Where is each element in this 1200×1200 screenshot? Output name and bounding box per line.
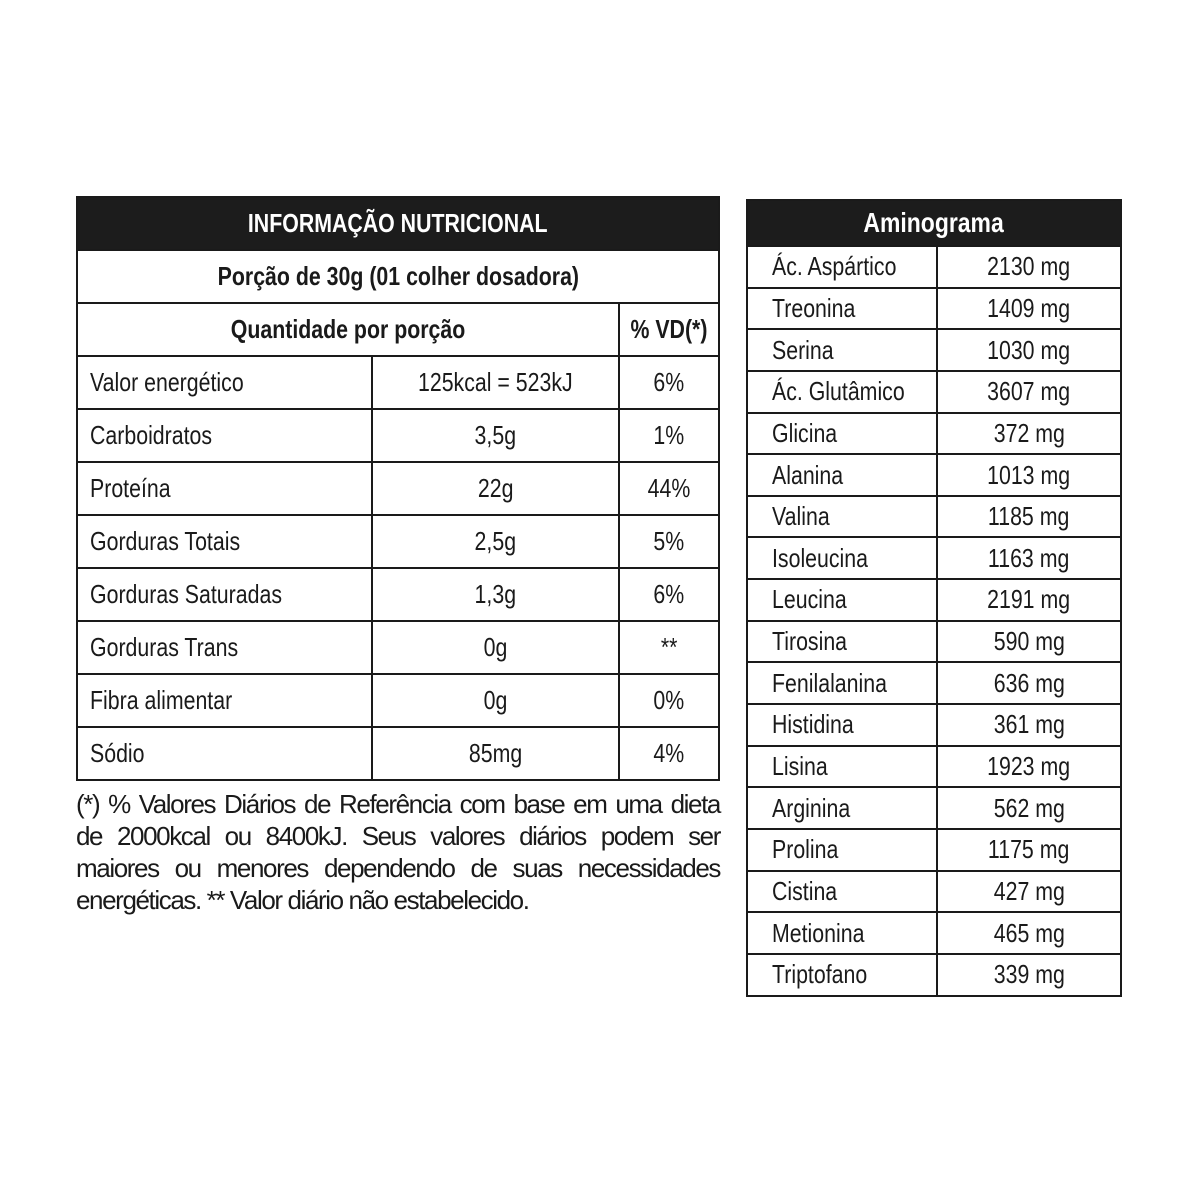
- nutrient-name: Gorduras Totais: [90, 526, 241, 556]
- amino-acid-value: 1030 mg: [987, 334, 1071, 365]
- aminogram-row: [748, 745, 1120, 787]
- footnote-text: (*) % Valores Diários de Referência com base em uma dieta de 2000kcal ou 8400kJ. Seus valores diários podem ser maiores ou menores dependendo de suas necessidades energéticas. ** Valor diário não estabelecido.: [76, 789, 720, 915]
- aminogram-row: [748, 578, 1120, 620]
- nutrient-amount: 22g: [477, 473, 514, 503]
- amino-acid-name: Metionina: [772, 917, 865, 948]
- amino-acid-value: 1923 mg: [987, 751, 1071, 781]
- nutrient-name: Proteína: [90, 473, 171, 503]
- nutrient-vd: **: [660, 632, 678, 662]
- amino-acid-name: Treonina: [772, 292, 856, 323]
- amino-acid-name: Histidina: [772, 709, 854, 740]
- amino-acid-name: Alanina: [772, 459, 844, 490]
- vd-header: [620, 304, 718, 355]
- aminogram-row: [748, 703, 1120, 745]
- nutrient-name: Gorduras Trans: [90, 632, 239, 662]
- amino-acid-value: 1013 mg: [987, 459, 1071, 490]
- amino-acid-name: Glicina: [772, 417, 838, 448]
- nutrient-vd: 6%: [653, 579, 685, 609]
- amino-acid-value: 1185 mg: [988, 501, 1070, 532]
- aminogram-row: [748, 245, 1120, 287]
- aminogram-row: [748, 786, 1120, 828]
- aminogram-row: [748, 828, 1120, 870]
- amino-acid-value: 372 mg: [993, 417, 1065, 448]
- aminogram-row: [748, 412, 1120, 454]
- amino-acid-name: Cistina: [772, 875, 838, 906]
- aminogram-title: [748, 201, 1120, 245]
- amino-acid-name: Ác. Glutâmico: [772, 376, 905, 407]
- aminogram-table: [746, 199, 1122, 997]
- amino-acid-name: Prolina: [772, 834, 839, 865]
- aminogram-row: [748, 870, 1120, 912]
- nutrient-amount: 0g: [483, 632, 508, 662]
- nutrient-vd: 0%: [653, 685, 685, 715]
- nutrient-amount: 0g: [483, 685, 508, 715]
- aminogram-row: [748, 536, 1120, 578]
- nutrient-vd: 6%: [653, 367, 685, 397]
- vd-header-text: % VD(*): [630, 314, 708, 344]
- aminogram-row: [748, 370, 1120, 412]
- amino-acid-name: Triptofano: [772, 959, 868, 990]
- nutrient-name: Gorduras Saturadas: [90, 579, 282, 609]
- nutrition-facts-table: [76, 196, 720, 781]
- amino-acid-value: 1409 mg: [987, 292, 1071, 323]
- amino-acid-name: Lisina: [772, 751, 828, 781]
- nutrient-name: Valor energético: [90, 367, 244, 397]
- nutrition-row: [78, 461, 718, 514]
- amino-acid-name: Serina: [772, 334, 834, 365]
- amino-acid-value: 562 mg: [993, 792, 1065, 823]
- amino-acid-value: 636 mg: [993, 667, 1065, 698]
- aminogram-title-text: Aminograma: [863, 207, 1005, 238]
- aminogram-row: [748, 453, 1120, 495]
- aminogram-row: [748, 287, 1120, 329]
- amino-acid-name: Tirosina: [772, 626, 848, 657]
- aminogram-row: [748, 495, 1120, 537]
- nutrition-row: [78, 408, 718, 461]
- aminogram-row: [748, 661, 1120, 703]
- amino-acid-name: Isoleucina: [772, 542, 869, 573]
- nutrition-row: [78, 514, 718, 567]
- nutrition-row: [78, 673, 718, 726]
- aminogram-row: [748, 911, 1120, 953]
- amino-acid-value: 465 mg: [993, 917, 1065, 948]
- quantity-header: [78, 304, 620, 355]
- amino-acid-name: Ác. Aspártico: [772, 251, 897, 282]
- nutrition-header-row: [78, 302, 718, 355]
- amino-acid-name: Valina: [772, 501, 830, 532]
- nutrient-vd: 4%: [653, 738, 685, 768]
- nutrient-amount: 85mg: [468, 738, 523, 768]
- amino-acid-value: 1175 mg: [988, 834, 1070, 865]
- nutrient-amount: 125kcal = 523kJ: [418, 367, 573, 397]
- nutrition-row: [78, 726, 718, 779]
- portion-size: [78, 249, 718, 302]
- footnote: [76, 788, 720, 916]
- nutrient-name: Fibra alimentar: [90, 685, 233, 715]
- amino-acid-value: 361 mg: [993, 709, 1065, 740]
- aminogram-row: [748, 620, 1120, 662]
- nutrition-row: [78, 355, 718, 408]
- amino-acid-value: 427 mg: [993, 875, 1065, 906]
- aminogram-row: [748, 328, 1120, 370]
- quantity-header-text: Quantidade por porção: [230, 314, 466, 344]
- amino-acid-value: 3607 mg: [987, 376, 1071, 407]
- nutrient-amount: 3,5g: [474, 420, 517, 450]
- amino-acid-value: 339 mg: [993, 959, 1065, 990]
- nutrition-row: [78, 620, 718, 673]
- aminogram-row: [748, 953, 1120, 995]
- amino-acid-value: 2130 mg: [987, 251, 1071, 282]
- amino-acid-name: Fenilalanina: [772, 667, 887, 698]
- amino-acid-value: 590 mg: [993, 626, 1065, 657]
- nutrient-name: Carboidratos: [90, 420, 213, 450]
- portion-text: Porção de 30g (01 colher dosadora): [217, 261, 579, 291]
- nutrient-vd: 1%: [653, 420, 685, 450]
- nutrition-row: [78, 567, 718, 620]
- amino-acid-name: Arginina: [772, 792, 851, 823]
- nutrient-vd: 44%: [647, 473, 691, 503]
- nutrient-amount: 2,5g: [474, 526, 517, 556]
- amino-acid-value: 1163 mg: [988, 542, 1070, 573]
- nutrient-amount: 1,3g: [474, 579, 517, 609]
- nutrition-title-text: INFORMAÇÃO NUTRICIONAL: [248, 208, 548, 238]
- nutrient-name: Sódio: [90, 738, 145, 768]
- amino-acid-name: Leucina: [772, 584, 847, 615]
- nutrient-vd: 5%: [653, 526, 685, 556]
- amino-acid-value: 2191 mg: [987, 584, 1071, 615]
- nutrition-table-title: [78, 198, 718, 249]
